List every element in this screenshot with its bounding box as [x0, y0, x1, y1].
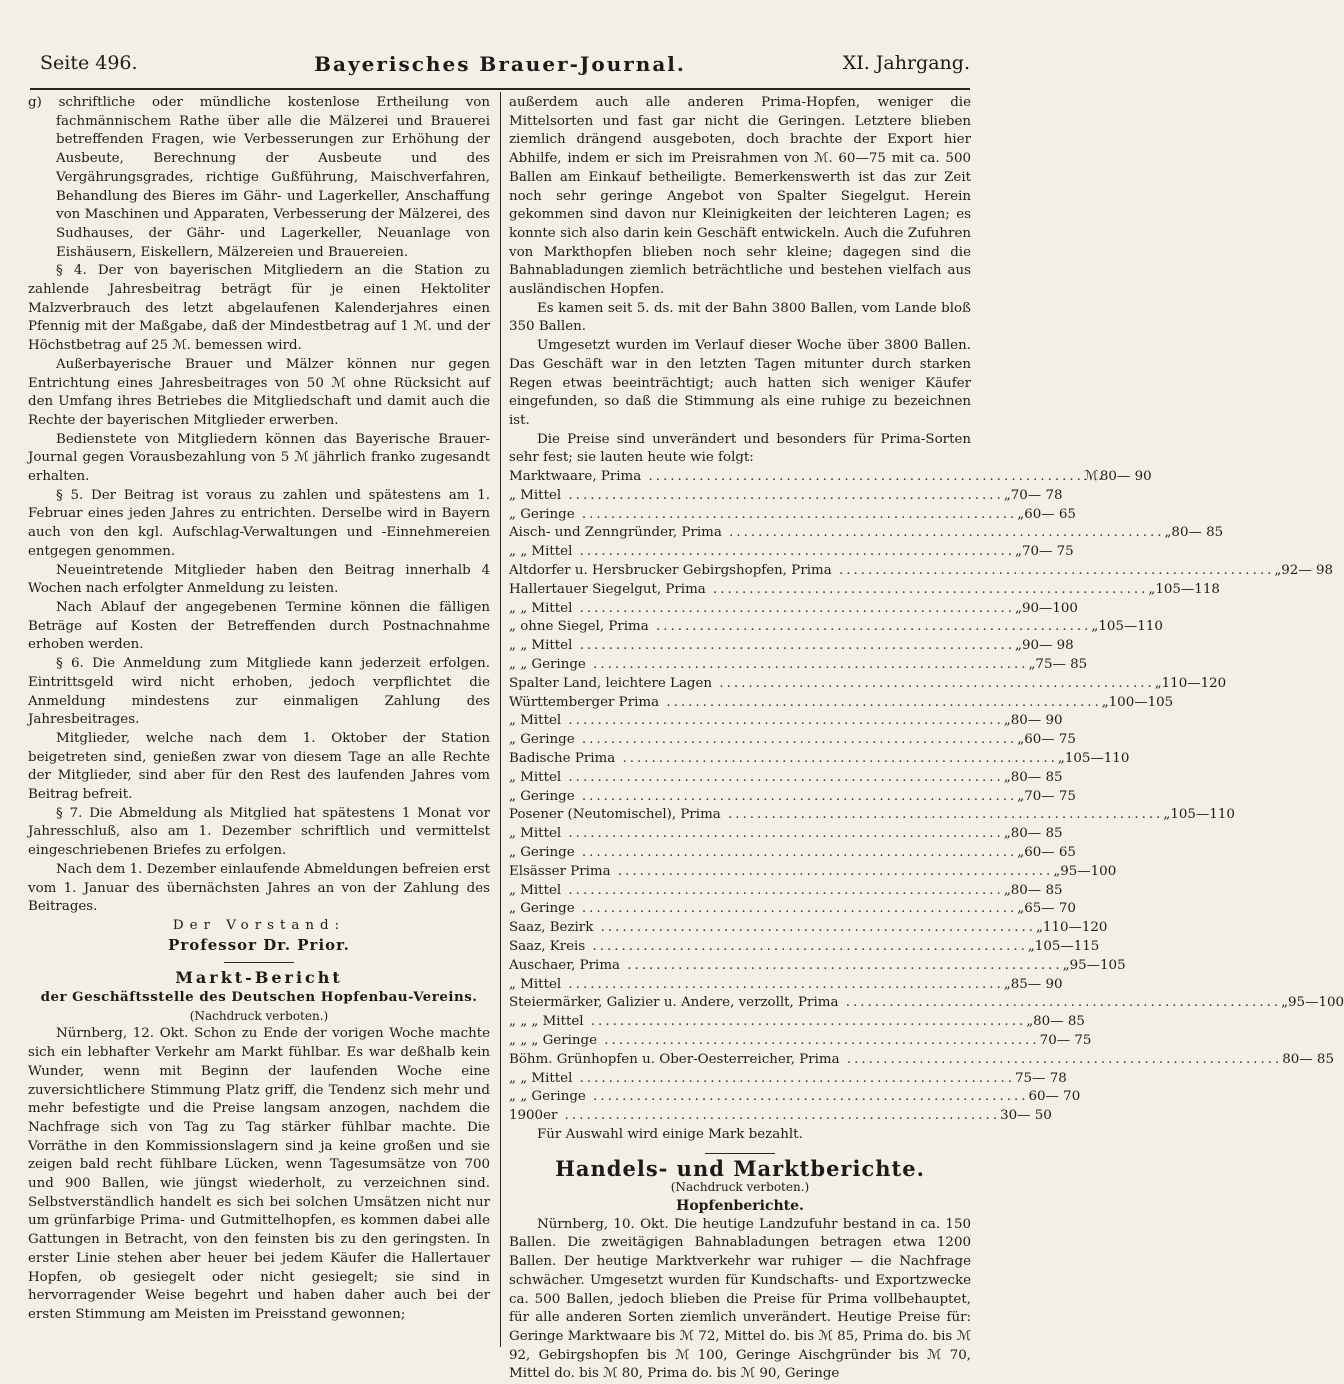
price-range: 105—118: [1155, 581, 1220, 597]
price-range: 60— 65: [1024, 506, 1076, 522]
page-header: [30, 52, 970, 86]
price-label: [509, 919, 1036, 938]
price-range: 80— 90: [1099, 469, 1152, 485]
reprint-notice-right: (Nachdruck verboten.): [670, 1180, 810, 1195]
price-range: 95—100: [1060, 863, 1117, 879]
price-unit: „: [1027, 938, 1035, 954]
paragraph-non-bavarian: Außerbayerische Brauer und Mälzer können nur gegen Entrichtung eines Jahresbeitrages von 50 ℳ ohne Rücksicht auf den Umfang ihres Betriebes die Mitgliedschaft und damit auch die Rechte der bayerischen Mitglieder erwerben.: [28, 356, 490, 428]
price-label-text: „ Mittel: [509, 769, 562, 785]
price-label: [509, 1107, 1000, 1126]
price-row: [509, 562, 1334, 581]
dot-leader: ............................................................: [620, 957, 1063, 973]
price-row: [509, 844, 1076, 863]
dot-leader: ............................................................: [574, 506, 1018, 522]
paragraph-section-5: § 5. Der Beitrag ist voraus zu zahlen und spätestens am 1. Februar eines jeden Jahres zu entrichten. Derselbe wird in Bayern auch von den kgl. Aufschlag-Verwaltungen und -Einnehmereien entgegen genommen.: [28, 487, 490, 559]
price-unit: „: [1017, 788, 1025, 804]
price-unit: „: [1163, 807, 1171, 823]
price-label-text: „ „ Mittel: [509, 638, 573, 654]
price-row: [509, 994, 1344, 1013]
price-list: [509, 468, 1344, 1126]
price-label-text: Steiermärker, Galizier u. Andere, verzollt, Prima: [509, 995, 839, 1011]
header-rule: [30, 88, 970, 90]
price-label-text: „ „ „ Mittel: [509, 1014, 584, 1030]
dot-leader: ............................................................: [583, 1014, 1027, 1030]
price-row: [509, 900, 1076, 919]
price-row: [509, 731, 1076, 750]
price-unit: „: [1017, 506, 1025, 522]
price-unit: ℳ.: [1083, 469, 1103, 485]
paragraph-employees: Bedienstete von Mitgliedern können das Bayerische Brauer-Journal gegen Vorausbezahlung von 5 ℳ jährlich franko zugesandt erhalten.: [28, 431, 490, 485]
price-label: [509, 1088, 1028, 1107]
price-label: [509, 1013, 1026, 1032]
price-range: 105—110: [1064, 751, 1130, 767]
price-label-text: Böhm. Grünhopfen u. Ober-Oesterreicher, Prima: [509, 1051, 840, 1067]
paragraph-prices-intro: Die Preise sind unverändert und besonders für Prima-Sorten sehr fest; sie lauten heute wie folgt:: [509, 431, 971, 466]
price-label-text: „ Mittel: [509, 713, 562, 729]
price-label-text: „ „ Geringe: [509, 657, 586, 673]
price-range: 70— 75: [1024, 788, 1076, 804]
price-range: 80— 85: [1282, 1051, 1334, 1067]
dot-leader: ............................................................: [574, 732, 1018, 748]
dot-leader: ............................................................: [561, 487, 1004, 503]
price-label: [509, 731, 1017, 750]
paragraph-arrivals: Es kamen seit 5. ds. mit der Bahn 3800 Ballen, vom Lande bloß 350 Ballen.: [509, 300, 971, 335]
price-unit: „: [1003, 713, 1011, 729]
dot-leader: ............................................................: [572, 638, 1016, 654]
price-label: [509, 468, 1084, 487]
price-label: [509, 524, 1164, 543]
dot-leader: ............................................................: [572, 1070, 1016, 1086]
price-unit: „: [1003, 976, 1011, 992]
dot-leader: ............................................................: [574, 788, 1018, 804]
trade-reports-title: Handels- und Marktberichte.: [555, 1155, 925, 1181]
section-rule-right: [705, 1153, 775, 1154]
price-label-text: „ Geringe: [509, 901, 575, 917]
price-range: 100—105: [1108, 694, 1174, 710]
price-range: 80— 85: [1010, 882, 1063, 898]
price-label-text: Marktwaare, Prima: [509, 469, 642, 485]
paragraph-turnover: Umgesetzt wurden im Verlauf dieser Woche über 3800 Ballen. Das Geschäft war in den letzten Tagen mitunter durch starken Regen etwas beeinträchtigt; auch hatten sich weniger Käufer eingefunden, so daß die Stimmung als eine ruhige zu bezeichnen ist.: [509, 338, 971, 428]
price-label-text: Hallertauer Siegelgut, Prima: [509, 581, 706, 597]
price-label-text: Württemberger Prima: [509, 694, 660, 710]
paragraph-section-6: § 6. Die Anmeldung zum Mitgliede kann jederzeit erfolgen. Eintrittsgeld wird nicht erhoben, jedoch verpflichtet die Anmeldung mindestens zur einmaligen Zahlung des Jahresbeitrages.: [28, 656, 490, 728]
signature-label: Der Vorstand:: [172, 917, 346, 933]
price-label: [509, 637, 1015, 656]
price-label-text: „ Geringe: [509, 732, 575, 748]
price-label: [509, 788, 1017, 807]
continuation-paragraph: außerdem auch alle anderen Prima-Hopfen, weniger die Mittelsorten und fast gar nicht die Geringen. Letztere blieben ziemlich drängend ausgeboten, doch brachte der Export hier Abhilfe, indem er sich im Preisrahmen von ℳ. 60—75 mit ca. 500 Ballen am Einkauf betheiligte. Bemerkenswerth ist das zur Zeit noch sehr geringe Angebot von Spalter Siegelgut. Herein gekommen sind davon nur Kleinigkeiten der leichteren Lagen; es konnte sich also darin kein Geschäft entwickeln. Auch die Zufuhren von Markthopfen blieben noch sehr kleine; dagegen sind die Bahnabladungen ziemlich beträchtliche und bestehen vielfach aus ausländischen Hopfen.: [509, 95, 971, 298]
page-number: Seite 496.: [40, 52, 138, 74]
price-range: 110—120: [1161, 675, 1227, 691]
dot-leader: ............................................................: [561, 882, 1004, 898]
hop-report-text: Nürnberg, 10. Okt. Die heutige Landzufuhr bestand in ca. 150 Ballen. Die zweitägigen Bahnabladungen betragen etwa 1200 Ballen. Der heutige Marktverkehr war ruhiger — die Nachfrage schwächer. Umgesetzt wurden für Kundschafts- und Exportzwecke ca. 500 Ballen, jedoch blieben die Preise für Prima vollbehauptet, für alle anderen Sorten ziemlich unverändert. Heutige Preise für: Geringe Marktwaare bis ℳ 72, Mittel do. bis ℳ 85, Prima do. bis ℳ 92, Gebirgshopfen bis ℳ 100, Geringe Aischgründer bis ℳ 70, Mittel do. bis ℳ 80, Prima do. bis ℳ 90, Geringe: [509, 1216, 971, 1382]
paragraph-new-members: Neueintretende Mitglieder haben den Beitrag innerhalb 4 Wochen nach erfolgter Anmeldung zu leisten.: [28, 562, 490, 597]
dot-leader: ............................................................: [705, 581, 1149, 597]
price-label-text: „ Geringe: [509, 845, 575, 860]
price-range: 70— 78: [1010, 487, 1063, 503]
price-label: [509, 600, 1015, 619]
price-label: [509, 863, 1053, 882]
price-label-text: „ Mittel: [509, 976, 562, 992]
price-label-text: Elsässer Prima: [509, 863, 611, 879]
price-label: [509, 806, 1163, 825]
price-label-text: „ „ „ Geringe: [509, 1032, 598, 1048]
price-unit: „: [1053, 863, 1061, 879]
dot-leader: ............................................................: [721, 525, 1165, 541]
price-label-text: Saaz, Kreis: [509, 938, 586, 954]
price-range: 70— 75: [1021, 544, 1074, 560]
price-label: [509, 938, 1028, 957]
dot-leader: ............................................................: [720, 807, 1164, 823]
price-range: 92— 98: [1281, 563, 1334, 579]
price-label: [509, 750, 1058, 769]
dot-leader: ............................................................: [585, 1089, 1029, 1105]
price-range: 60— 70: [1028, 1089, 1081, 1105]
price-row: [509, 1051, 1334, 1070]
price-row: [509, 788, 1076, 807]
price-label-text: „ „ Mittel: [509, 544, 573, 560]
price-row: [509, 637, 1074, 656]
price-unit: „: [1154, 675, 1162, 691]
price-label-text: Saaz, Bezirk: [509, 920, 594, 936]
price-unit: „: [1015, 544, 1022, 560]
price-row: [509, 581, 1220, 600]
price-range: 110—120: [1042, 920, 1108, 936]
price-range: 85— 90: [1010, 976, 1063, 992]
price-row: [509, 1013, 1085, 1032]
price-unit: „: [1017, 845, 1025, 860]
dot-leader: ............................................................: [557, 1108, 1001, 1124]
paragraph-late-cancel: Nach dem 1. Dezember einlaufende Abmeldungen befreien erst vom 1. Januar des übernächsten Jahres an von der Zahlung des Beitrages.: [28, 861, 490, 915]
price-row: [509, 863, 1117, 882]
price-row: [509, 825, 1063, 844]
dot-leader: ............................................................: [561, 826, 1004, 842]
price-label-text: Badische Prima: [509, 751, 616, 767]
column-divider: [500, 92, 501, 1347]
price-unit: „: [1015, 638, 1022, 654]
price-row: [509, 487, 1063, 506]
dot-leader: ............................................................: [561, 713, 1004, 729]
price-label-text: 1900er: [509, 1108, 558, 1124]
price-row: [509, 882, 1063, 901]
dot-leader: ............................................................: [572, 600, 1016, 616]
paragraph-october-members: Mitglieder, welche nach dem 1. Oktober der Station beigetreten sind, genießen zwar von diesem Tage an alle Rechte der Mitglieder, sind aber für den Rest des laufenden Jahres vom Beitrag befreit.: [28, 730, 490, 803]
price-label: [509, 487, 1004, 506]
price-row: [509, 1088, 1081, 1107]
price-row: [509, 618, 1163, 637]
price-label: [509, 844, 1017, 863]
price-row: [509, 468, 1152, 487]
price-label: [509, 900, 1017, 919]
price-label: [509, 994, 1281, 1013]
paragraph-section-7: § 7. Die Abmeldung als Mitglied hat spätestens 1 Monat vor Jahresschluß, also am 1. Dezember schriftlich und vermittelst eingeschriebenen Briefes zu erfolgen.: [28, 805, 490, 859]
price-range: 80— 90: [1010, 713, 1063, 729]
price-label: [509, 694, 1102, 713]
hop-reports-title: Hopfenberichte.: [676, 1198, 804, 1215]
right-column: [509, 94, 1344, 1384]
price-range: 70— 75: [1039, 1032, 1092, 1048]
price-row: [509, 919, 1108, 938]
paragraph-section-4: § 4. Der von bayerischen Mitgliedern an die Station zu zahlende Jahresbeitrag beträgt für je einen Hektoliter Malzverbrauch des letzt abgelaufenen Kalenderjahres einen Pfennig mit der Maßgabe, daß der Mindestbetrag auf 1 ℳ. und der Höchstbetrag auf 25 ℳ. bemessen wird.: [28, 263, 490, 354]
price-label-text: Altdorfer u. Hersbrucker Gebirgshopfen, Prima: [509, 563, 832, 579]
price-unit: „: [1091, 619, 1099, 635]
price-label: [509, 957, 1063, 976]
dot-leader: ............................................................: [597, 1032, 1040, 1048]
journal-title: Bayerisches Brauer-Journal.: [314, 52, 686, 76]
dot-leader: ............................................................: [574, 845, 1018, 860]
dot-leader: ............................................................: [641, 469, 1084, 485]
price-label: [509, 562, 1274, 581]
price-row: [509, 1032, 1092, 1051]
price-label-text: Aisch- und Zenngründer, Prima: [509, 525, 722, 541]
price-unit: „: [1062, 957, 1070, 973]
price-range: 80— 85: [1033, 1014, 1085, 1030]
price-range: 105—110: [1098, 619, 1163, 635]
dot-leader: ............................................................: [659, 694, 1102, 710]
price-unit: „: [1026, 1014, 1034, 1030]
price-unit: „: [1057, 751, 1065, 767]
price-range: 105—115: [1034, 938, 1100, 954]
signature-name: Professor Dr. Prior.: [168, 935, 350, 954]
price-label: [509, 882, 1004, 901]
dot-leader: ............................................................: [585, 657, 1029, 673]
dot-leader: ............................................................: [712, 675, 1155, 691]
price-range: 95—105: [1069, 957, 1126, 973]
price-label: [509, 675, 1155, 694]
price-label-text: „ Mittel: [509, 826, 562, 842]
price-range: 90— 98: [1021, 638, 1074, 654]
dot-leader: ............................................................: [648, 619, 1092, 635]
price-label: [509, 976, 1004, 995]
dot-leader: ............................................................: [561, 976, 1004, 992]
dot-leader: ............................................................: [574, 901, 1018, 917]
price-unit: „: [1003, 487, 1011, 503]
price-row: [509, 957, 1126, 976]
price-label: [509, 1032, 1040, 1051]
price-label-text: „ Geringe: [509, 506, 575, 522]
price-unit: „: [1015, 600, 1022, 616]
market-report-title: Markt-Bericht: [175, 968, 343, 988]
price-label-text: Posener (Neutomischel), Prima: [509, 807, 721, 823]
price-unit: „: [1028, 657, 1036, 673]
price-unit: „: [1003, 882, 1011, 898]
price-row: [509, 769, 1063, 788]
price-unit: „: [1003, 769, 1011, 785]
price-label-text: „ „ Mittel: [509, 1070, 573, 1086]
price-row: [509, 1070, 1067, 1089]
dot-leader: ............................................................: [839, 1051, 1283, 1067]
price-row: [509, 806, 1235, 825]
price-row: [509, 600, 1078, 619]
price-unit: „: [1017, 732, 1025, 748]
price-range: 105—110: [1170, 807, 1235, 823]
dot-leader: ............................................................: [561, 769, 1004, 785]
price-label: [509, 1051, 1282, 1070]
price-label: [509, 1070, 1015, 1089]
paragraph-g: g) schriftliche oder mündliche kostenlose Ertheilung von fachmännischem Rathe über alle die Mälzerei und Brauerei betreffenden Fragen, wie Verbesserungen zur Erhöhung der Ausbeute, Berechnung der Ausbeute und des Vergährungsgrades, richtige Gußführung, Maischverfahren, Behandlung des Bieres im Gähr- und Lagerkeller, Anschaffung von Maschinen und Apparaten, Verbesserung der Mälzerei, des Sudhauses, der Gähr- und Lagerkeller, Neuanlage von Eishäusern, Eiskellern, Mälzereien und Brauereien.: [28, 95, 490, 260]
price-row: [509, 976, 1063, 995]
price-unit: „: [1274, 563, 1282, 579]
price-range: 90—100: [1021, 600, 1078, 616]
price-row: [509, 543, 1074, 562]
price-range: 75— 85: [1035, 657, 1088, 673]
price-range: 65— 70: [1024, 901, 1076, 917]
price-range: 75— 78: [1015, 1070, 1067, 1086]
price-label-text: „ Geringe: [509, 788, 575, 804]
price-row: [509, 938, 1100, 957]
market-report-text: Nürnberg, 12. Okt. Schon zu Ende der vorigen Woche machte sich ein lebhafter Verkehr am Markt fühlbar. Es war deßhalb kein Wunder, wenn mit Beginn der laufenden Woche eine zuversichtlichere Stimmung Platz griff, die Tendenz sich mehr und mehr befestigte und die Preise langsam anzogen, nachdem die Nachfrage sich von Tag zu Tag stärker fühlbar machte. Die Vorräthe in den Kommissionslagern sind ja keine großen und sie zeigen bald recht fühlbare Lücken, wenn Tagesumsätze von 700 und 900 Ballen, wie jüngst wiederholt, zu verzeichnen sind. Selbstverständlich handelt es sich bei solchen Umsätzen nicht nur um grünfarbige Prima- und Gutmittelhopfen, es kommen dabei alle Gattungen in Betracht, von den feinsten bis zu den geringsten. In erster Linie stehen aber heuer bei jedem Käufer die Hallertauer Hopfen, ob gesiegelt oder nicht gesiegelt; sie sind in hervorragender Weise begehrt und haben daher auch bei der ersten Stimmung am Meisten im Preisstand gewonnen;: [28, 1026, 490, 1322]
dot-leader: ............................................................: [585, 938, 1028, 954]
price-unit: „: [1101, 694, 1109, 710]
price-label-text: „ „ Geringe: [509, 1089, 586, 1105]
price-row: [509, 750, 1130, 769]
price-range: 60— 65: [1024, 845, 1076, 860]
price-label: [509, 656, 1028, 675]
price-label-text: „ Mittel: [509, 882, 562, 898]
price-unit: „: [1281, 995, 1289, 1011]
price-row: [509, 506, 1076, 525]
dot-leader: ............................................................: [610, 863, 1054, 879]
price-label-text: Auschaer, Prima: [509, 957, 621, 973]
reprint-notice: (Nachdruck verboten.): [189, 1008, 329, 1023]
price-label: [509, 712, 1004, 731]
dot-leader: ............................................................: [831, 563, 1275, 579]
price-range: 95—100: [1288, 995, 1344, 1011]
prices-note: Für Auswahl wird einige Mark bezahlt.: [537, 1126, 803, 1142]
paragraph-deadlines: Nach Ablauf der angegebenen Termine können die fälligen Beträge auf Kosten der Betreffenden durch Postnachnahme erhoben werden.: [28, 599, 490, 653]
price-label: [509, 825, 1004, 844]
dot-leader: ............................................................: [593, 920, 1036, 936]
market-report-subtitle: der Geschäftsstelle des Deutschen Hopfenbau-Vereins.: [40, 989, 478, 1006]
dot-leader: ............................................................: [572, 544, 1016, 560]
price-unit: „: [1017, 901, 1025, 917]
dot-leader: ............................................................: [615, 751, 1058, 767]
price-range: 80— 85: [1171, 525, 1224, 541]
price-row: [509, 524, 1224, 543]
volume-label: XI. Jahrgang.: [842, 52, 970, 74]
section-rule: [224, 962, 294, 963]
price-label: [509, 506, 1017, 525]
price-row: [509, 712, 1063, 731]
price-range: 80— 85: [1010, 826, 1063, 842]
price-unit: „: [1148, 581, 1156, 597]
price-row: [509, 694, 1174, 713]
price-row: [509, 675, 1227, 694]
price-unit: „: [1164, 525, 1172, 541]
price-label-text: „ Mittel: [509, 487, 562, 503]
price-unit: „: [1003, 826, 1011, 842]
price-range: 60— 75: [1024, 732, 1076, 748]
left-column: [28, 94, 490, 1325]
price-range: 80— 85: [1010, 769, 1063, 785]
price-label-text: „ ohne Siegel, Prima: [509, 619, 649, 635]
price-unit: „: [1035, 920, 1043, 936]
price-label: [509, 581, 1148, 600]
price-label-text: „ „ Mittel: [509, 600, 573, 616]
dot-leader: ............................................................: [838, 995, 1282, 1011]
price-label: [509, 543, 1015, 562]
price-label: [509, 618, 1091, 637]
price-range: 30— 50: [1000, 1108, 1052, 1124]
price-row: [509, 1107, 1052, 1126]
price-row: [509, 656, 1088, 675]
price-label: [509, 769, 1004, 788]
price-label-text: Spalter Land, leichtere Lagen: [509, 675, 713, 691]
